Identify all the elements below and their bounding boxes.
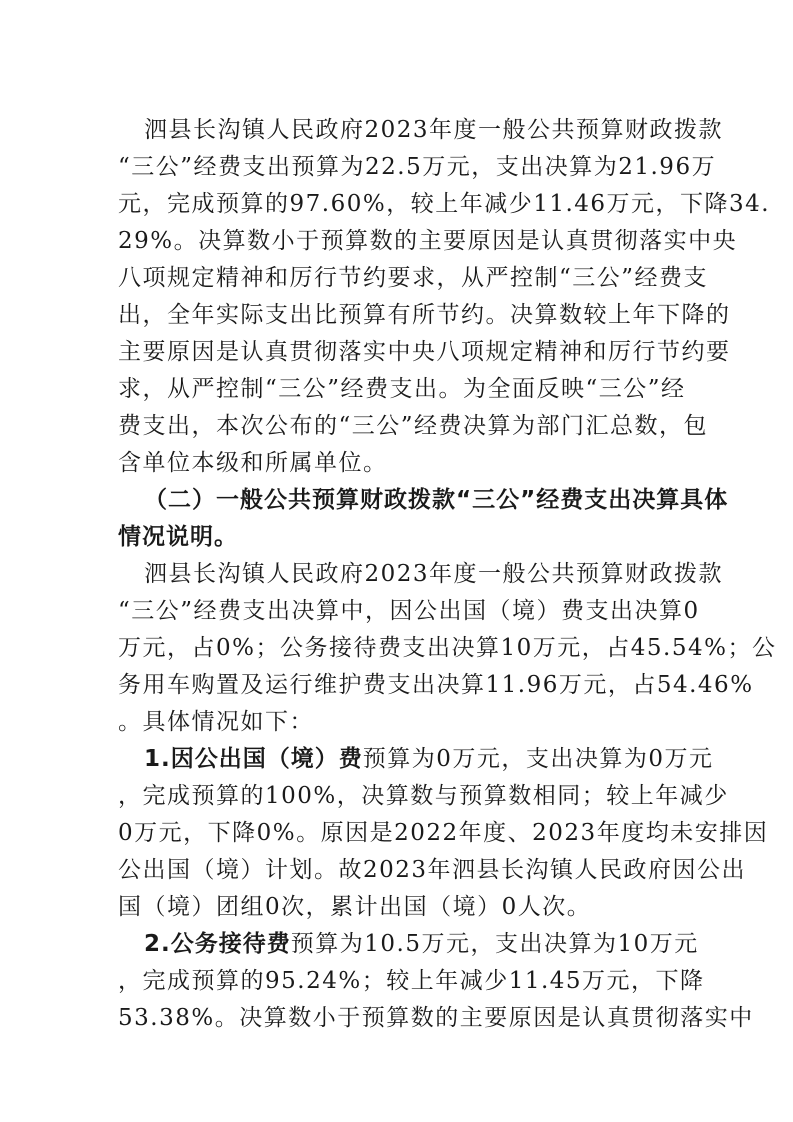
item-text: 预算为0万元，支出决算为0万元 (362, 746, 714, 772)
item-line (0, 924, 793, 964)
paragraph-line: 泗县长沟镇人民政府2023年度一般公共预算财政拨款 (144, 561, 724, 587)
paragraph-line: 泗县长沟镇人民政府2023年度一般公共预算财政拨款 (144, 117, 724, 143)
paragraph-line: “三公”经费支出决算中，因公出国（境）费支出决算0 (118, 598, 700, 624)
section-heading: 情况说明。 (118, 524, 238, 550)
item-line (0, 739, 793, 779)
paragraph-line: 。具体情况如下： (118, 709, 314, 735)
paragraph-line: 八项规定精神和厉行节约要求，从严控制“三公”经费支 (118, 265, 709, 291)
item-text: 预算为10.5万元，支出决算为10万元 (290, 931, 699, 957)
paragraph-line: ，完成预算的100%，决算数与预算数相同；较上年减少 (118, 783, 729, 809)
paragraph-line: 公出国（境）计划。故2023年泗县长沟镇人民政府因公出 (118, 857, 747, 883)
paragraph-line: 含单位本级和所属单位。 (118, 450, 388, 476)
paragraph-line: 29%。决算数小于预算数的主要原因是认真贯彻落实中央 (118, 228, 738, 254)
item-title: 1.因公出国（境）费 (144, 746, 363, 772)
paragraph-line: 万元，占0%；公务接待费支出决算10万元，占45.54%；公 (118, 635, 777, 661)
paragraph-line: 国（境）团组0次，累计出国（境）0人次。 (118, 894, 592, 920)
paragraph-line: ，完成预算的95.24%；较上年减少11.45万元，下降 (118, 968, 705, 994)
section-heading: （二）一般公共预算财政拨款“三公”经费支出决算具体 (144, 487, 729, 513)
paragraph-line: 元，完成预算的97.60%，较上年减少11.46万元，下降34. (118, 191, 771, 217)
paragraph-line: 出，全年实际支出比预算有所节约。决算数较上年下降的 (118, 302, 731, 328)
paragraph-line: 务用车购置及运行维护费支出决算11.96万元，占54.46% (118, 672, 754, 698)
paragraph-line: 53.38%。决算数小于预算数的主要原因是认真贯彻落实中 (118, 1005, 754, 1031)
paragraph-line: 主要原因是认真贯彻落实中央八项规定精神和厉行节约要 (118, 339, 731, 365)
item-title: 2.公务接待费 (144, 931, 291, 957)
paragraph-line: 求，从严控制“三公”经费支出。为全面反映“三公”经 (118, 376, 686, 402)
paragraph-line: 0万元，下降0%。原因是2022年度、2023年度均未安排因 (118, 820, 769, 846)
paragraph-line: 费支出，本次公布的“三公”经费决算为部门汇总数，包 (118, 413, 709, 439)
paragraph-line: “三公”经费支出预算为22.5万元，支出决算为21.96万 (118, 154, 717, 180)
